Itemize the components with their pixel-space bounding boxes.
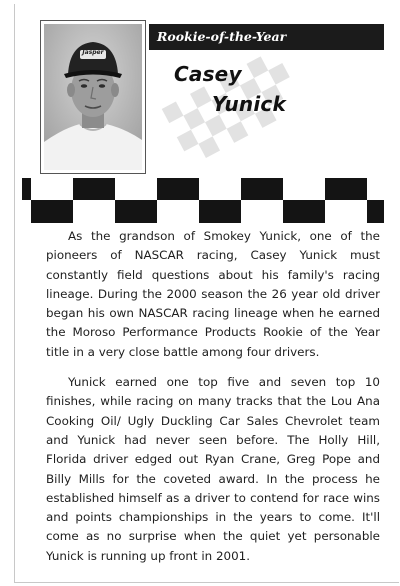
paragraph-2: Yunick earned one top five and seven top 10 finishes, while racing on many tracks that the Lou Ana Cooking Oil/ Ugly Duckling Car Sales Chevrolet team and Yunick had never seen before. The Holly Hill, Florida driver edged out Ryan Crane, Greg Pope and Billy Mills for the coveted award. In the process he established himself as a driver to contend for race wins and points championships in the years to come. It'll come as no surprise when the quiet yet personable Yunick is running up front in 2001.	[46, 375, 380, 563]
section-title: Rookie-of-the-Year	[157, 29, 287, 44]
driver-first-name: Casey	[174, 62, 242, 86]
article-body	[46, 227, 380, 577]
checkered-divider	[22, 178, 384, 223]
driver-last-name: Yunick	[212, 92, 286, 116]
driver-portrait-image	[44, 24, 142, 170]
section-header-bar	[149, 24, 384, 50]
driver-photo-frame	[40, 20, 146, 174]
cap-logo-text: Jasper	[82, 49, 104, 56]
paragraph-1: As the grandson of Smokey Yunick, one of the pioneers of NASCAR racing, Casey Yunick must constantly field questions about his family's racing lineage. During the 2000 season the 26 year old driver began his own NASCAR racing lineage when he earned the Moroso Performance Products Rookie of the Year title in a very close battle among four drivers.	[46, 229, 380, 359]
driver-photo	[44, 24, 142, 170]
